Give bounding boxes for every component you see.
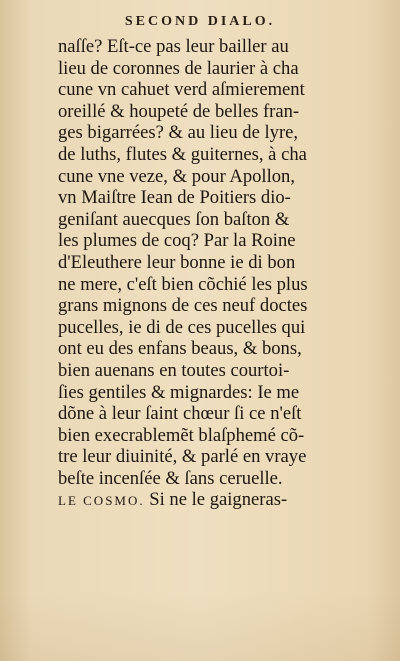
speaker-line xyxy=(58,489,376,512)
text-line: bien auenans en toutes courtoi- xyxy=(58,359,290,381)
text-line: beſte incenſée & ſans ceruelle. xyxy=(58,467,283,489)
text-line: bien execrablemẽt blaſphemé cõ- xyxy=(58,424,305,446)
text-line: dõne à leur ſaint chœur ſi ce n'eſt xyxy=(58,403,302,425)
text-line: ont eu des enfans beaus, & bons, xyxy=(58,338,302,360)
running-head: SECOND DIALO. xyxy=(124,14,276,29)
speaker-line-text: Si ne le gaigneras- xyxy=(144,489,288,511)
text-line: geniſant auecques ſon baſton & xyxy=(58,208,290,230)
text-line: cune vne veze, & pour Apollon, xyxy=(58,165,296,187)
text-line: pucelles, ie di de ces pucelles qui xyxy=(58,316,306,338)
text-line: vn Maiſtre Iean de Poitiers dio- xyxy=(58,187,291,209)
text-line: ne mere, c'eſt bien cõchié les plus xyxy=(58,273,308,295)
text-line: de luths, flutes & guiternes, à cha xyxy=(58,143,307,165)
text-line: tre leur diuinité, & parlé en vraye xyxy=(58,446,307,468)
text-line: grans mignons de ces neuf doctes xyxy=(58,295,308,317)
text-line: oreillé & houpeté de belles fran- xyxy=(58,100,300,122)
text-line: ſies gentiles & mignardes: Ie me xyxy=(58,381,300,403)
text-line: cune vn cahuet verd aſmierement xyxy=(58,79,305,101)
text-line: ges bigarrées? & au lieu de lyre, xyxy=(58,122,299,144)
text-line: d'Eleuthere leur bonne ie di bon xyxy=(58,251,296,273)
text-line: naſſe? Eſt-ce pas leur bailler au xyxy=(58,36,289,57)
text-line: lieu de coronnes de laurier à cha xyxy=(58,57,299,79)
text-line: les plumes de coq? Par la Roine xyxy=(58,230,296,252)
speaker-name: LE COSMO. xyxy=(58,493,145,509)
body-text xyxy=(58,36,376,512)
